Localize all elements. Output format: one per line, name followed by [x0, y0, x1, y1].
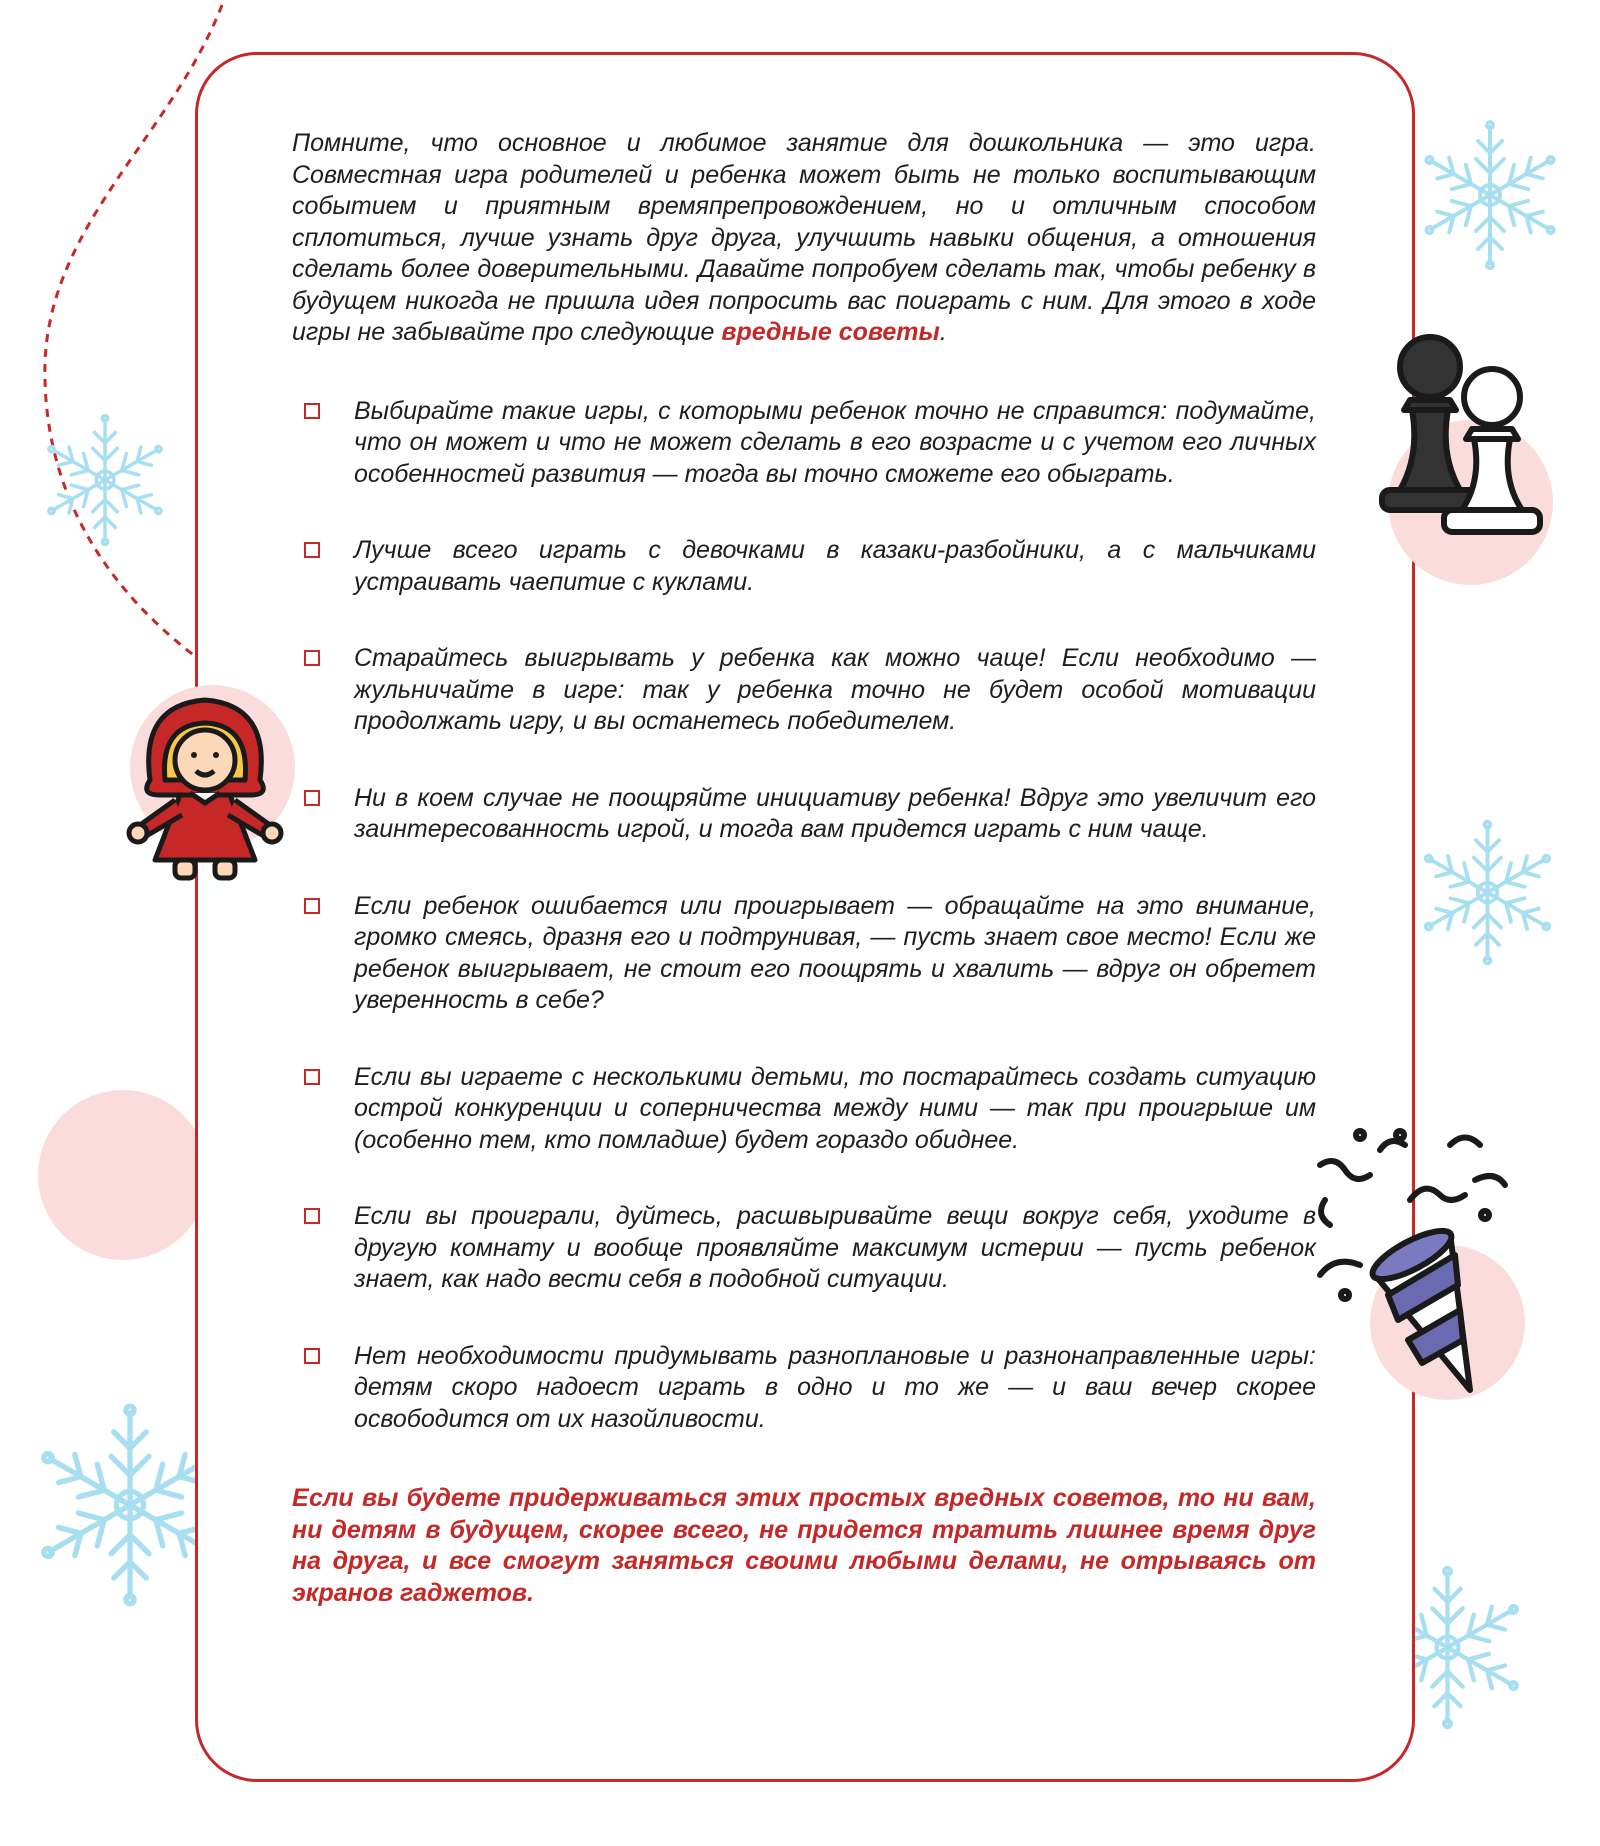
snowflake-icon: [1405, 810, 1570, 975]
snowflake-icon: [1405, 110, 1575, 280]
list-item: [292, 1062, 1316, 1157]
checkbox-icon: [304, 650, 320, 666]
intro-highlight: вредные советы: [721, 318, 940, 346]
tips-list: [292, 396, 1316, 1436]
list-item: [292, 535, 1316, 598]
tip-text: Если вы играете с несколькими детьми, то постарайтесь создать ситуацию острой конкуренции и соперничества между ними — так при проигрыше им (особенно тем, кто помладше) будет гораздо обиднее.: [354, 1062, 1316, 1154]
tip-text: Старайтесь выигрывать у ребенка как можно чаще! Если необходимо — жульничайте в игре: так у ребенка точно не будет особой мотивации продолжать игру, и вы останетесь победителем.: [354, 644, 1316, 735]
doll-icon: [120, 685, 290, 885]
main-content: [292, 128, 1316, 1634]
list-item: [292, 1201, 1316, 1296]
tip-text: Лучше всего играть с девочками в казаки-разбойники, а с мальчиками устраивать чаепитие с куклами.: [354, 536, 1316, 596]
intro-paragraph: [292, 128, 1316, 349]
list-item: [292, 643, 1316, 738]
checkbox-icon: [304, 1069, 320, 1085]
checkbox-icon: [304, 542, 320, 558]
conclusion-paragraph: Если вы будете придерживаться этих простых вредных советов, то ни вам, ни детям в будущем, скорее всего, не придется тратить лишнее время друг на друга, и все смогут заняться своими любыми делами, не отрываясь от экранов гаджетов.: [292, 1484, 1316, 1607]
checkbox-icon: [304, 898, 320, 914]
intro-end: .: [939, 318, 947, 346]
list-item: [292, 396, 1316, 491]
party-popper-icon: [1300, 1125, 1520, 1405]
tip-text: Выбирайте такие игры, с которыми ребенок точно не справится: подумайте, что он может и что не может сделать в его возрасте и с учетом его личных особенностей развития — тогда вы точно сможете его обыграть.: [354, 396, 1316, 488]
intro-text: Помните, что основное и любимое занятие для дошкольника — это игра. Совместная игра родителей и ребенка может быть не только воспитывающим событием и приятным времяпрепровождением, но и отличным способом сплотиться, лучше узнать друг друга, улучшить навыки общения, а отношения сделать более доверительными. Давайте попробуем сделать так, чтобы ребенку в будущем никогда не пришла идея попросить вас поиграть с ним. Для этого в ходе игры не забывайте про следующие: [292, 129, 1316, 346]
list-item: [292, 783, 1316, 846]
list-item: [292, 891, 1316, 1017]
checkbox-icon: [304, 1208, 320, 1224]
list-item: [292, 1341, 1316, 1436]
checkbox-icon: [304, 1348, 320, 1364]
tip-text: Если ребенок ошибается или проигрывает — обращайте на это внимание, громко смеясь, дразня его и подтрунивая, — пусть знает свое место! Если же ребенок выигрывает, не стоит его поощрять и хвалить — вдруг он обретет уверенность в себе?: [354, 891, 1316, 1014]
tip-text: Нет необходимости придумывать разноплановые и разнонаправленные игры: детям скоро надоест играть в одно и то же — и ваш вечер скорее освободится от их назойливости.: [354, 1341, 1316, 1433]
tip-text: Если вы проиграли, дуйтесь, расшвыривайте вещи вокруг себя, уходите в другую комнату и вообще проявляйте максимум истерии — пусть ребенок знает, как надо вести себя в подобной ситуации.: [354, 1202, 1316, 1293]
chess-pawns-icon: [1360, 325, 1560, 545]
checkbox-icon: [304, 790, 320, 806]
snowflake-icon: [30, 405, 180, 555]
tip-text: Ни в коем случае не поощряйте инициативу ребенка! Вдруг это увеличит его заинтересованность игрой, и тогда вам придется играть с ним чаще.: [354, 783, 1316, 843]
pink-circle-decoration: [38, 1090, 208, 1260]
checkbox-icon: [304, 403, 320, 419]
